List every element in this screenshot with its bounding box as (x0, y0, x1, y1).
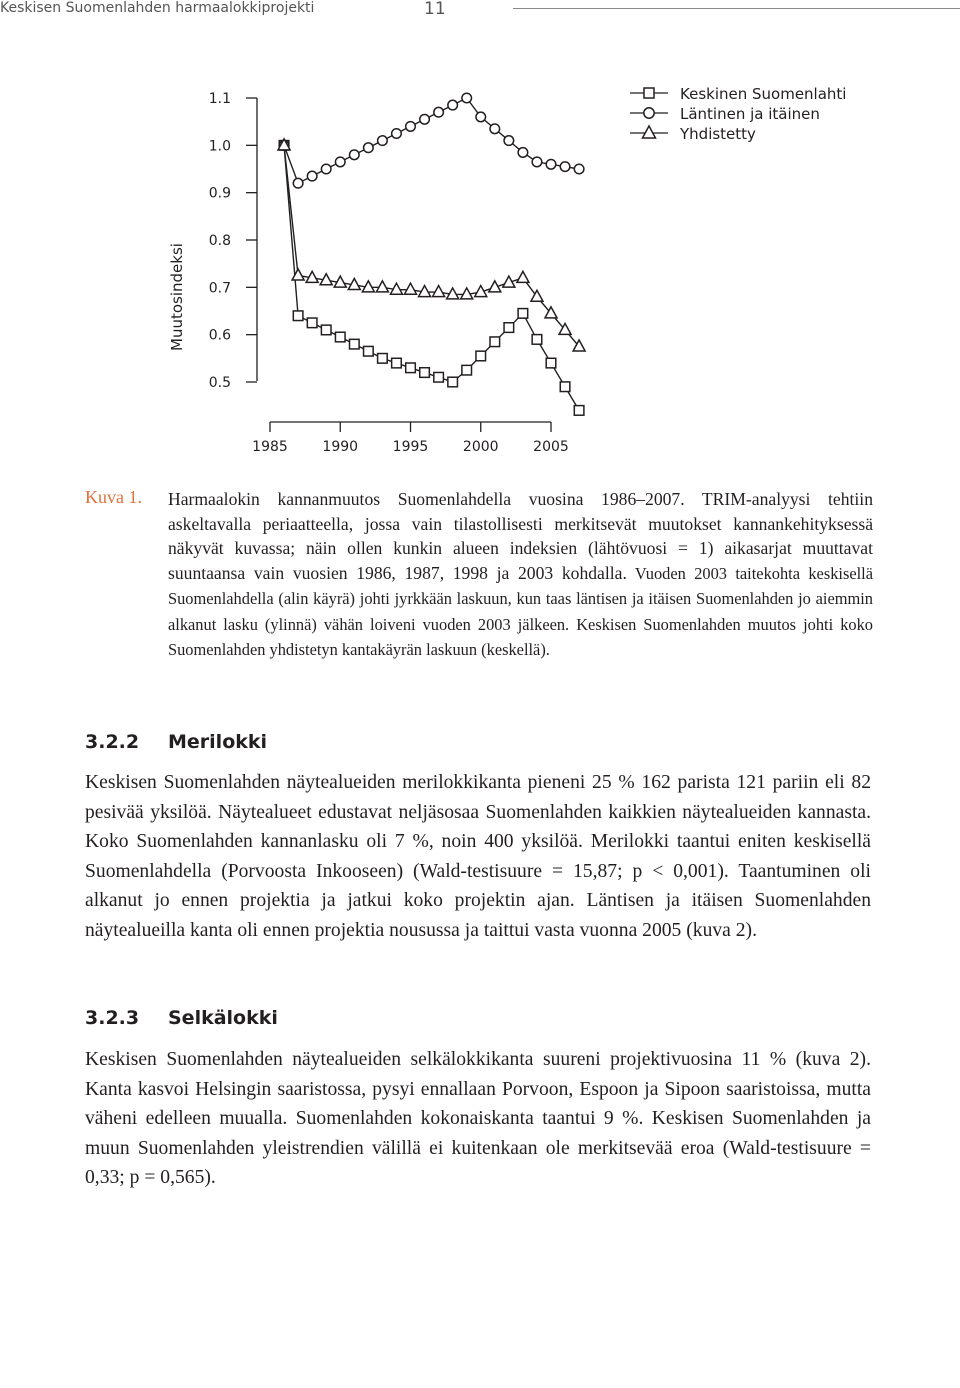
data-point-triangle (405, 283, 417, 294)
data-point-circle (420, 115, 430, 125)
figure-caption (168, 487, 873, 663)
data-point-triangle (376, 281, 388, 292)
data-point-circle (462, 93, 472, 103)
legend-label: Keskinen Suomenlahti (680, 85, 847, 103)
x-axis-ticks (252, 422, 569, 455)
data-point-circle (434, 107, 444, 117)
data-point-circle (335, 157, 345, 167)
data-point-square (462, 365, 472, 375)
y-tick-label: 1.1 (208, 91, 231, 107)
data-point-circle (518, 148, 528, 158)
data-point-square (532, 335, 542, 345)
data-point-circle (293, 178, 303, 188)
data-point-circle (321, 164, 331, 174)
data-point-circle (392, 129, 402, 139)
section-body: Keskisen Suomenlahden näytealueiden merilokkikanta pieneni 25 % 162 parista 121 pariin eli 82 pesivää yksilöä. Näytealueet edustavat neljäsosaa Suomenlahden kaikkien näytealueiden kannasta. Koko Suomenlahden kannanlasku oli 7 %, noin 400 yksilöä. Merilokki taantui eniten keskisellä Suomenlahdella (Porvoosta Inkooseen) (Wald-testisuure = 15,87; p < 0,001). Taantuminen oli alkanut jo ennen projektia ja jatkui koko projektin ajan. Läntisen ja itäisen Suomenlahden näytealueilla kanta oli ennen projektia nousussa ja taittui vasta vuonna 2005 (kuva 2). (85, 772, 871, 941)
data-point-square (350, 339, 360, 349)
data-point-square (293, 311, 303, 321)
section-number: 3.2.2 (85, 731, 140, 753)
running-header: Keskisen Suomenlahden harmaalokkiprojekti (0, 0, 315, 16)
data-point-square (434, 372, 444, 382)
data-point-circle (504, 136, 514, 146)
section-title: Selkälokki (168, 1007, 278, 1029)
data-point-circle (364, 143, 374, 153)
y-tick-label: 0.5 (208, 375, 231, 391)
x-tick-label: 1995 (392, 439, 429, 455)
data-point-circle (476, 112, 486, 122)
data-point-circle (532, 157, 542, 167)
data-point-circle (560, 162, 570, 172)
legend-label: Läntinen ja itäinen (680, 105, 820, 123)
data-point-circle (546, 159, 556, 169)
y-axis-label: Muutosindeksi (168, 243, 186, 351)
data-point-square (448, 377, 458, 387)
data-point-square (335, 332, 345, 342)
data-point-square (364, 346, 374, 356)
data-point-triangle (517, 271, 529, 282)
data-point-square (321, 325, 331, 335)
data-point-square (518, 309, 528, 319)
data-point-square (307, 318, 317, 328)
data-point-circle (406, 122, 416, 132)
data-point-triangle (433, 286, 445, 297)
y-tick-label: 0.6 (208, 327, 231, 344)
data-point-square (392, 358, 402, 368)
header-rule (513, 8, 960, 9)
data-point-circle (307, 171, 317, 181)
population-index-chart (150, 60, 870, 470)
data-point-circle (378, 136, 388, 146)
data-point-circle (574, 164, 584, 174)
legend (630, 85, 846, 143)
series-line-3 (284, 145, 579, 346)
data-point-square (574, 406, 584, 416)
data-point-square (476, 351, 486, 361)
data-point-square (560, 382, 570, 392)
data-point-square (504, 323, 514, 333)
figure-label: Kuva 1. (85, 487, 142, 507)
data-point-square (420, 368, 430, 378)
page-number: 11 (424, 0, 446, 19)
legend-circle-icon (644, 108, 654, 118)
x-tick-label: 1985 (252, 439, 288, 455)
y-axis-ticks (209, 91, 257, 391)
series-layer (278, 93, 585, 415)
y-tick-label: 0.9 (208, 185, 231, 202)
data-point-circle (350, 150, 360, 160)
caption-text-continued: Vuoden 2003 taitekohta keskisellä Suomenlahdella (alin käyrä) johti jyrkkään laskuun, kun taas läntisen ja itäisen Suomenlahden jo aiemmin alkanut lasku (ylinnä) vähän loiveni vuoden 2003 jälkeen. Keskisen Suomenlahden muutos johti koko Suomenlahden yhdistetyn kantakäyrän laskuun (keskellä). (168, 563, 873, 659)
data-point-square (546, 358, 556, 368)
x-tick-label: 2005 (533, 439, 569, 455)
section-number: 3.2.3 (85, 1007, 140, 1029)
caption-text: Harmaalokin kannanmuutos Suomenlahdella vuosina 1986–2007. TRIM-analyysi tehtiin askeltavalla periaatteella, jossa vain tilastollisesti merkitsevät muutokset kannankehityksessä näkyvät kuvassa; näin ollen kunkin alueen indeksien (lähtövuosi = 1) aikasarjat muuttavat suuntaansa vain vuosien 1986, 1987, 1998 ja 2003 kohdalla. (168, 489, 873, 583)
data-point-circle (490, 124, 500, 134)
x-tick-label: 1990 (322, 439, 359, 455)
data-point-square (378, 354, 388, 364)
data-point-circle (448, 100, 458, 110)
data-point-square (406, 363, 416, 373)
data-point-square (490, 337, 500, 347)
y-tick-label: 1.0 (208, 138, 231, 155)
y-tick-label: 0.7 (208, 280, 231, 297)
y-tick-label: 0.8 (208, 233, 231, 249)
section-title: Merilokki (168, 731, 268, 753)
legend-square-icon (644, 88, 654, 98)
legend-label: Yhdistetty (680, 125, 756, 143)
legend-triangle-icon (643, 126, 656, 138)
x-tick-label: 2000 (462, 439, 499, 455)
section-body: Keskisen Suomenlahden näytealueiden selkälokkikanta suureni projektivuosina 11 % (kuva 2). Kanta kasvoi Helsingin saaristossa, pysyi ennallaan Porvoon, Espoon ja Sipoon saaristoissa, mutta väheni edelleen muualla. Suomenlahden kokonaiskanta taantui 9 %. Keskisen Suomenlahden ja muun Suomenlahden yleistrendien välillä ei kuitenkaan ole merkitsevää eroa (Wald-testisuure = 0,33; p = 0,565). (85, 1049, 871, 1188)
